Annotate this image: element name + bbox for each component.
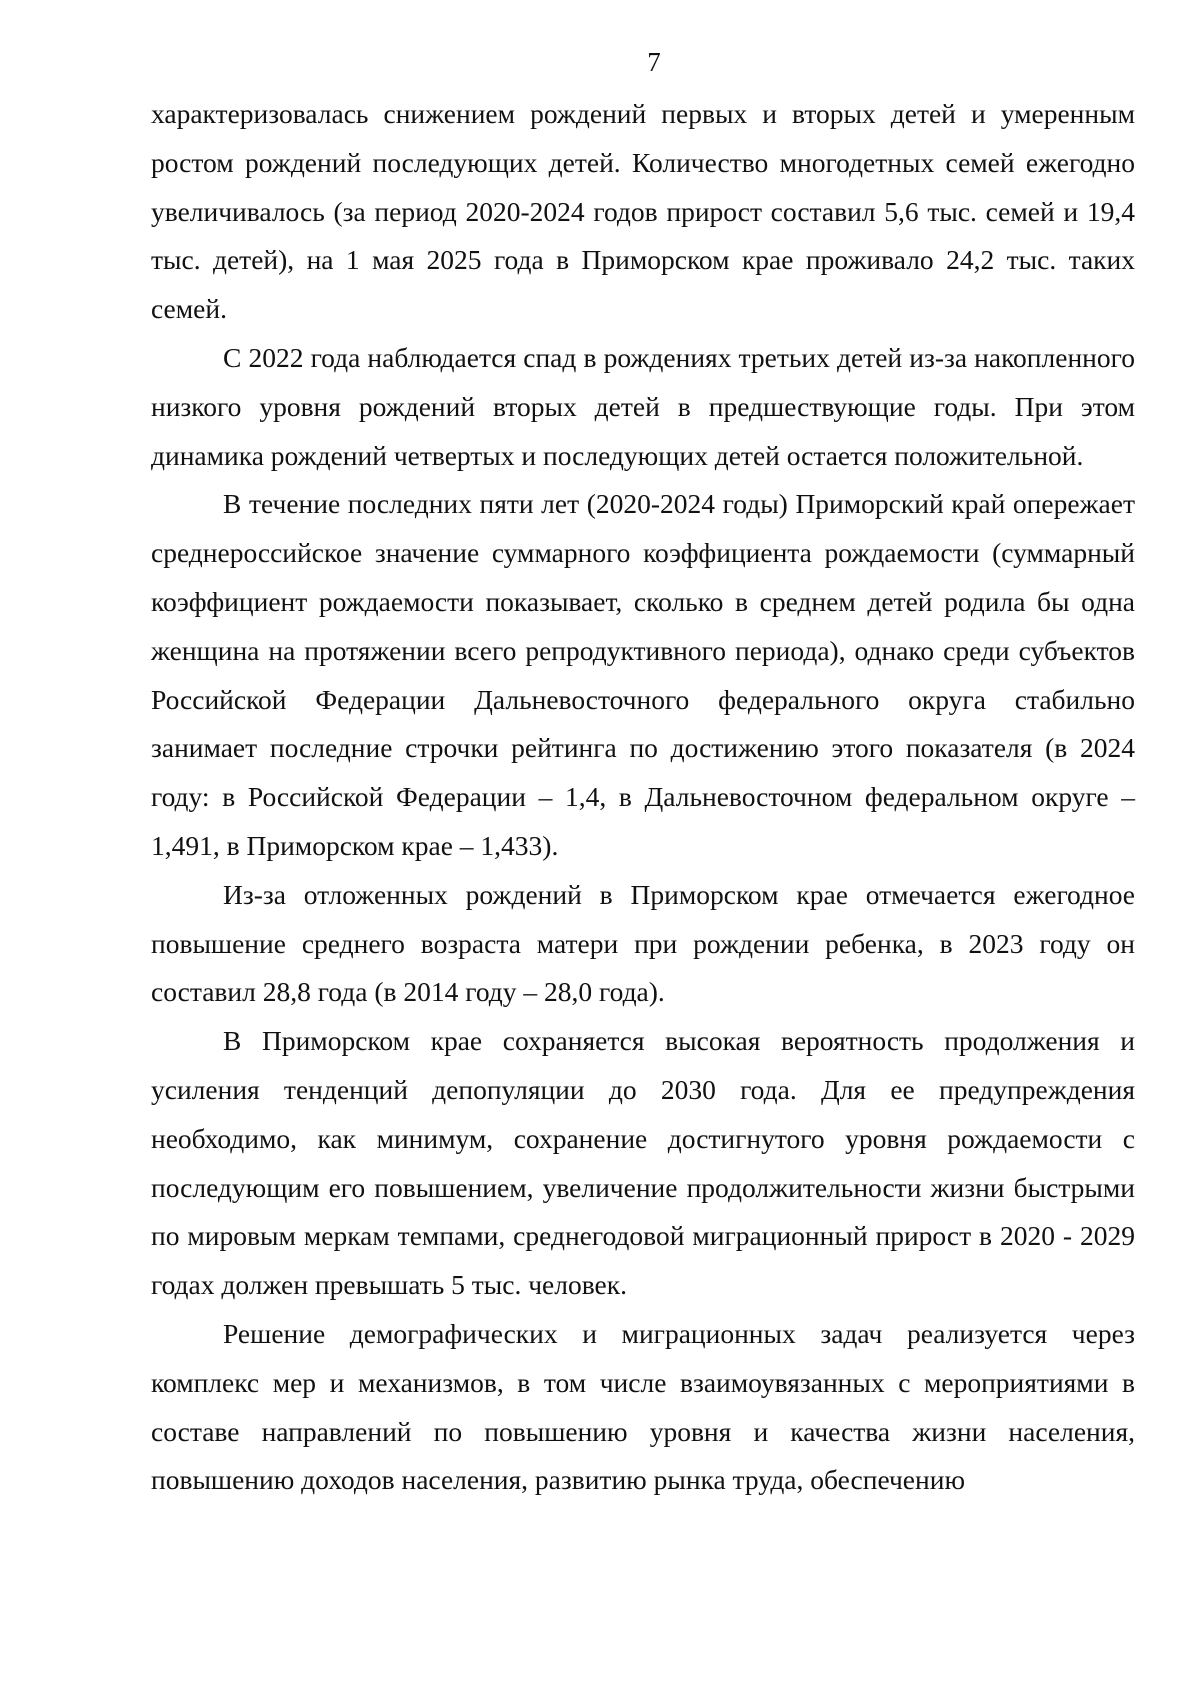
paragraph-third-births-decline: С 2022 года наблюдается спад в рождениях третьих детей из-за накопленного низкого уровня рождений вторых детей в предшествующие годы. При этом динамика рождений четвертых и последующих детей остается положительной. [151,341,1135,471]
paragraph-mother-age: Из-за отложенных рождений в Приморском крае отмечается ежегодное повышение среднего возраста матери при рождении ребенка, в 2023 году он составил 28,8 года (в 2014 году – 28,0 года). [151,878,1135,1008]
paragraph-measures: Решение демографических и миграционных задач реализуется через комплекс мер и механизмов, в том числе взаимоувязанных с мероприятиями в составе направлений по повышению уровня и качества жизни населения, повышению доходов населения, развитию рынка труда, обеспечению [151,1317,1135,1496]
paragraph-continuation: характеризовалась снижением рождений первых и вторых детей и умеренным ростом рождений последующих детей. Количество многодетных семей ежегодно увеличивалось (за период 2020-2024 годов прирост составил 5,6 тыс. семей и 19,4 тыс. детей), на 1 мая 2025 года в Приморском крае проживало 24,2 тыс. таких семей. [151,98,1135,325]
page-number: 7 [647,47,661,77]
paragraph-depopulation-risk: В Приморском крае сохраняется высокая вероятность продолжения и усиления тенденций депопуляции до 2030 года. Для ее предупреждения необходимо, как минимум, сохранение достигнутого уровня рождаемости с последующим его повышением, увеличение продолжительности жизни быстрыми по мировым меркам темпами, среднегодовой миграционный прирост в 2020 - 2029 годах должен превышать 5 тыс. человек. [151,1025,1135,1301]
paragraph-fertility-rate: В течение последних пяти лет (2020-2024 годы) Приморский край опережает среднероссийское значение суммарного коэффициента рождаемости (суммарный коэффициент рождаемости показывает, сколько в среднем детей родила бы одна женщина на протяжении всего репродуктивного периода), однако среди субъектов Российской Федерации Дальневосточного федерального округа стабильно занимает последние строчки рейтинга по достижению этого показателя (в 2024 году: в Российской Федерации – 1,4, в Дальневосточном федеральном округе – 1,491, в Приморском крае – 1,433). [151,488,1135,861]
document-body [151,90,1135,1505]
